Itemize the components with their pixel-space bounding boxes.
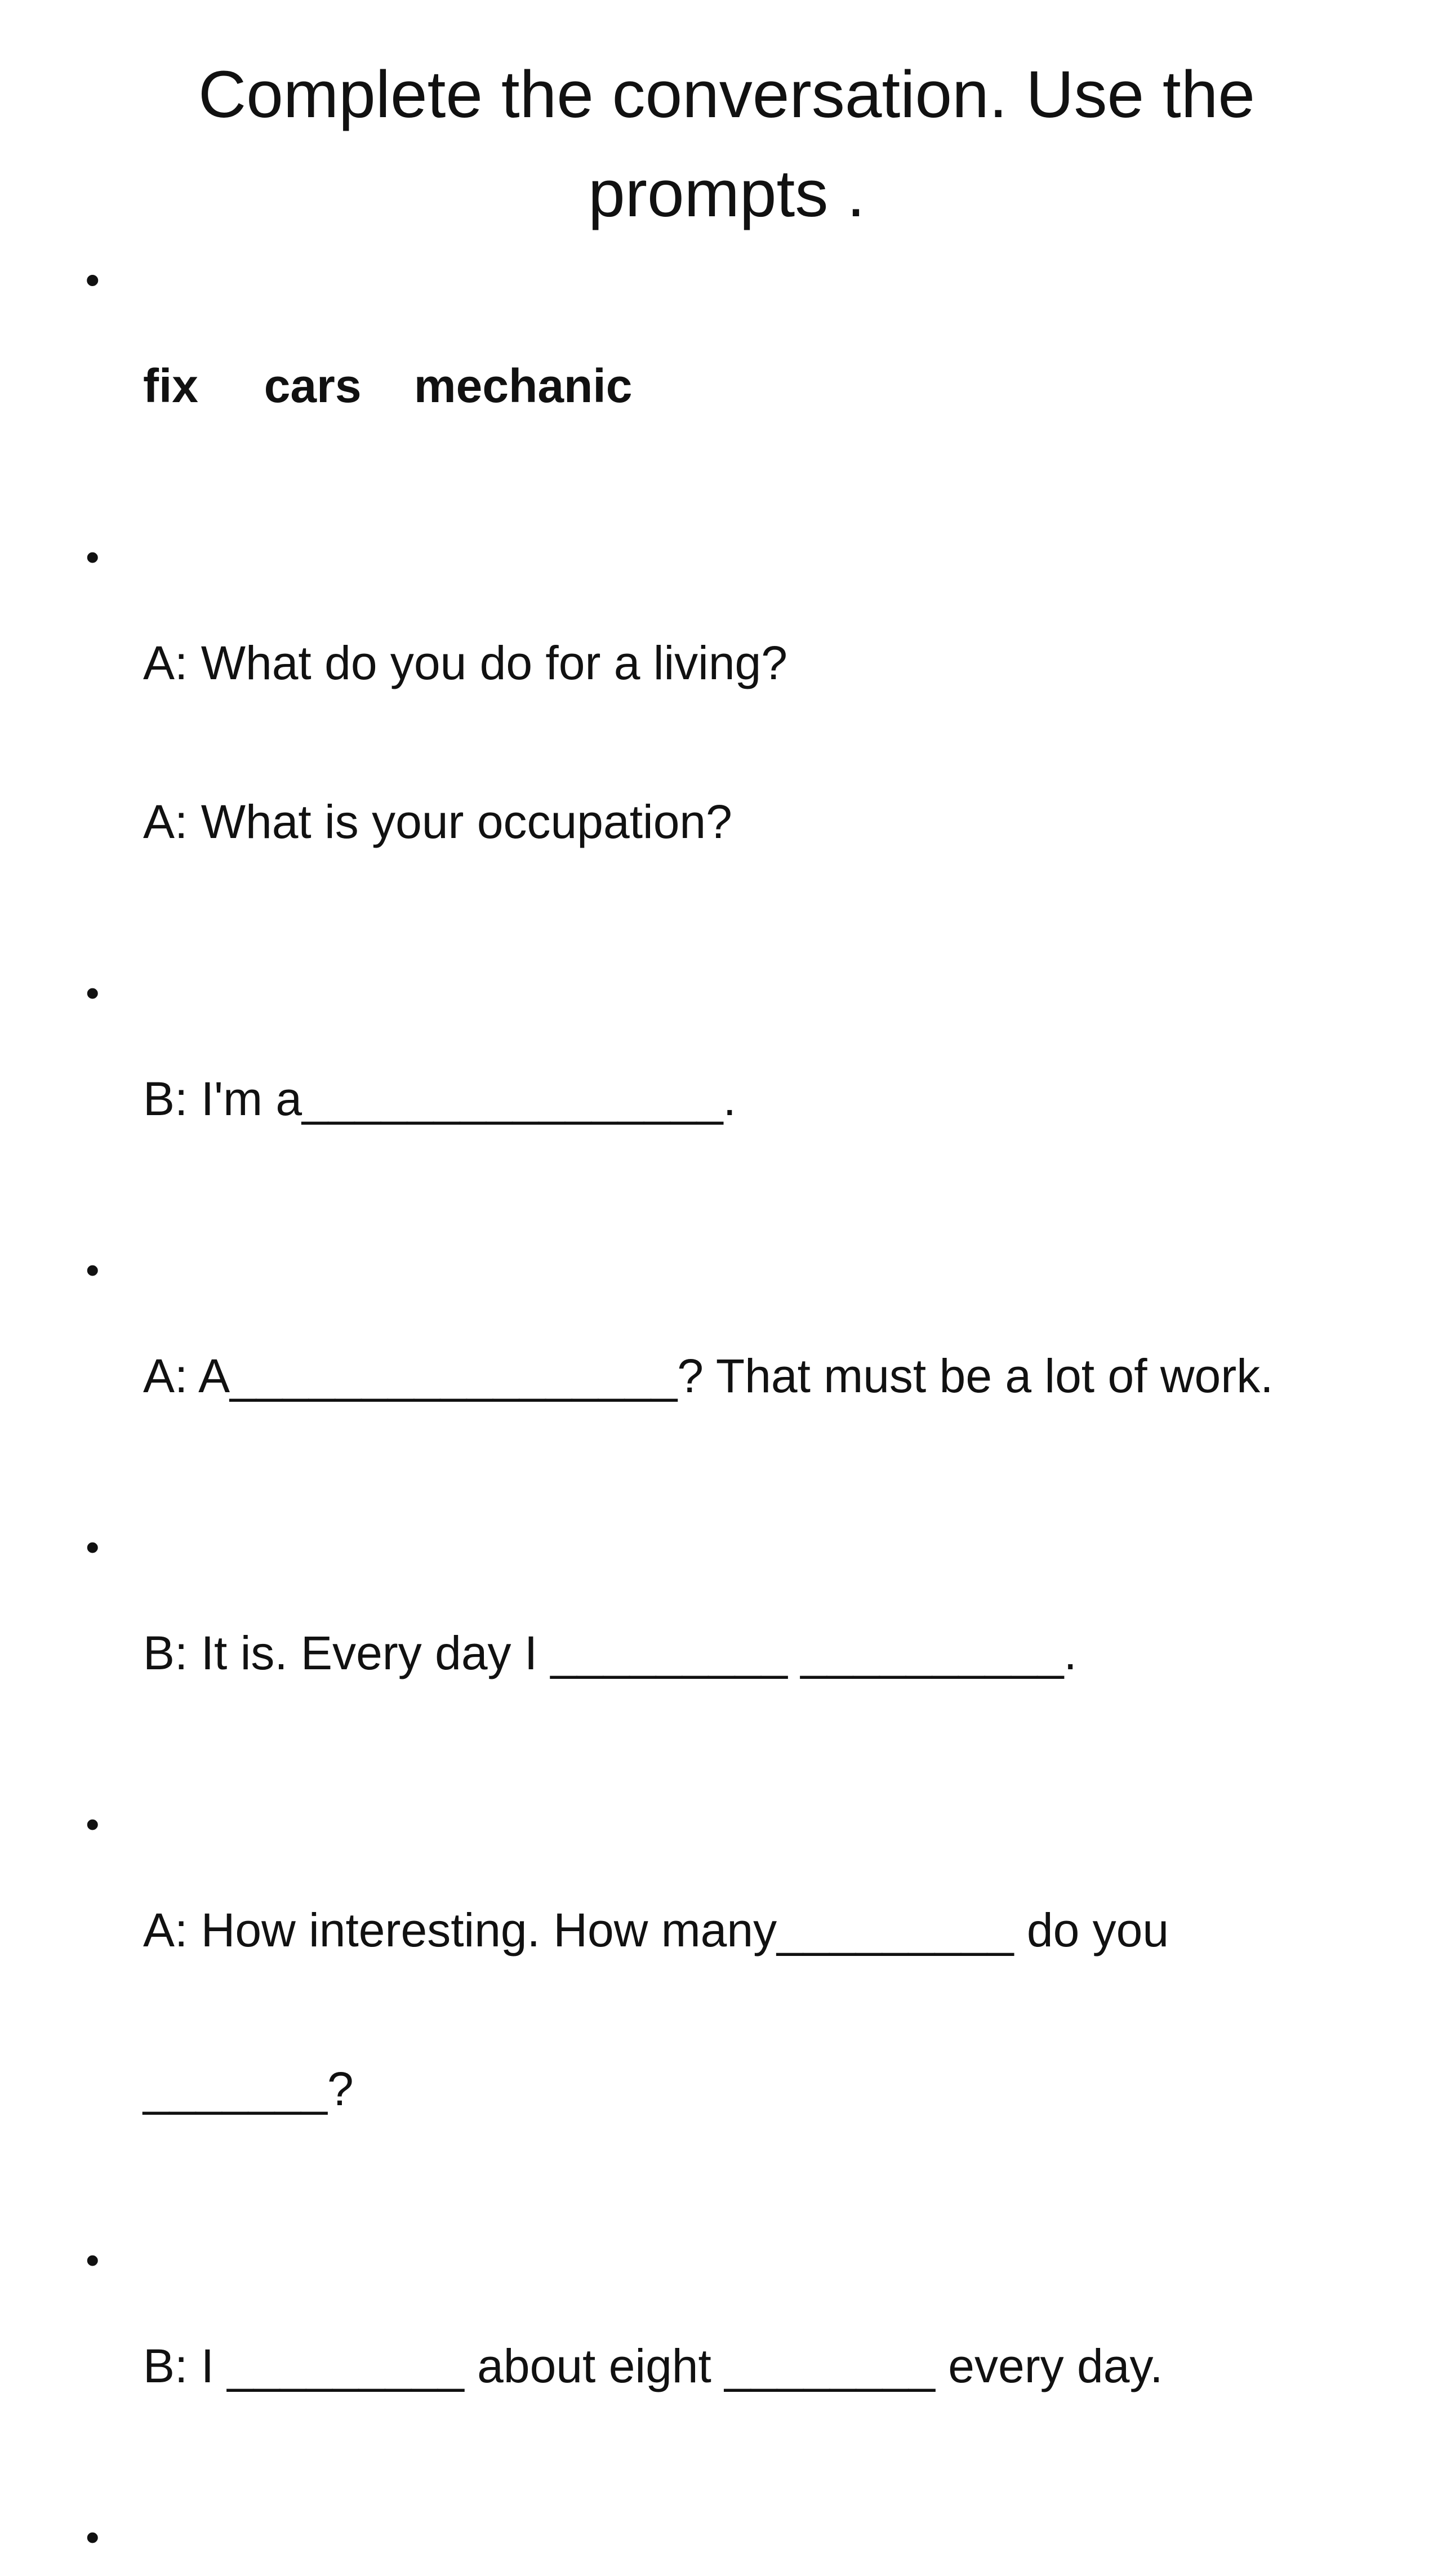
dialogue-line: • B: I'm a________________. [143, 1072, 736, 1125]
empty-list-item [84, 2511, 1380, 2564]
prompt-words [84, 253, 1380, 518]
list-item [84, 1244, 1380, 1508]
list-item [84, 1798, 1380, 2221]
list-item [84, 966, 1380, 1231]
dialogue-line: _______? [143, 2062, 354, 2115]
list-item [84, 531, 1380, 954]
dialogue-line: A: What is your occupation? [143, 795, 732, 848]
slide-title: Complete the conversation. Use the prompts . [198, 57, 1255, 231]
list-item [84, 2234, 1380, 2498]
prompt-words-text: • fix cars mechanic [143, 359, 633, 412]
dialogue-line: • B: I _________ about eight ________ every day. [143, 2339, 1163, 2392]
dialogue-line: • A: What do you do for a living? [143, 636, 787, 689]
dialogue-line: • A: A_________________? That must be a lot of work. [143, 1349, 1274, 1402]
bullet-list [84, 253, 1380, 2576]
dialogue-line: • A: How interesting. How many_________ do you [143, 1904, 1169, 1956]
list-item [84, 1521, 1380, 1785]
dialogue-line: • B: It is. Every day I _________ __________. [143, 1626, 1077, 1679]
